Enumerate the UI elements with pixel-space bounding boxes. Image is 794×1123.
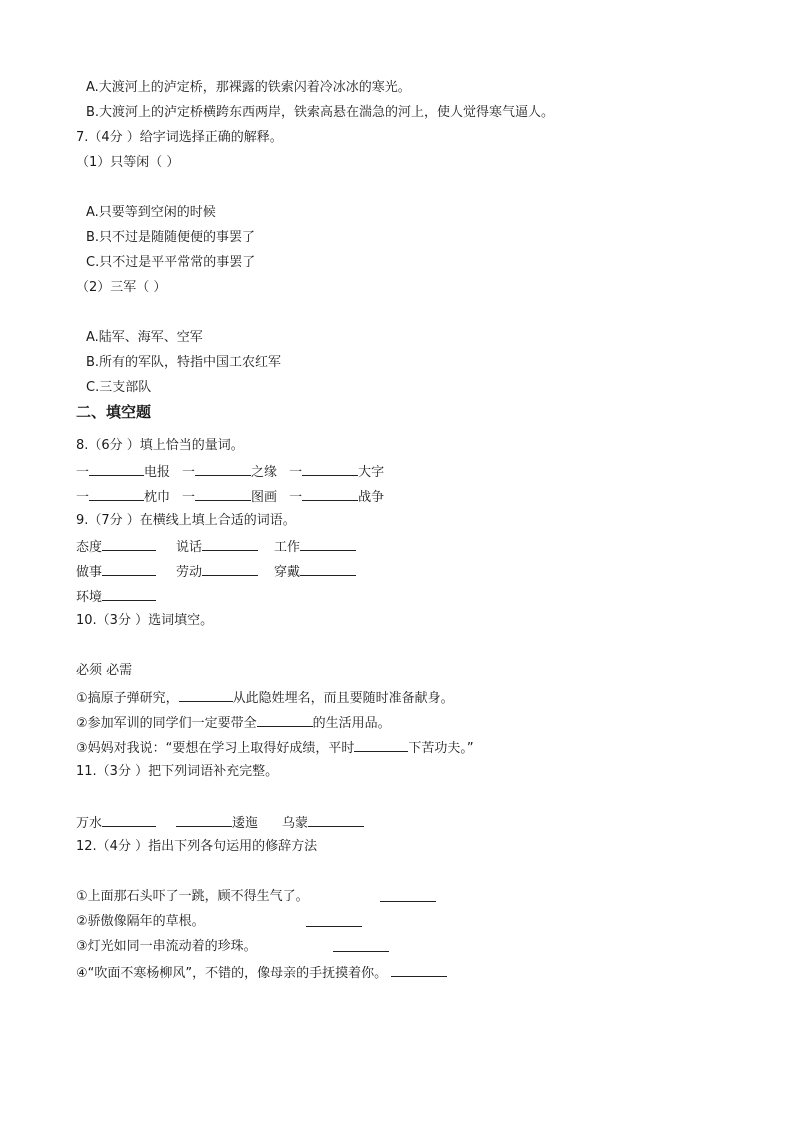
answer-blank[interactable] <box>89 487 144 501</box>
q12-item-1: ①上面那石头吓了一跳，顾不得生气了。 <box>76 889 309 904</box>
answer-blank[interactable] <box>102 537 156 551</box>
q9-word: 环境 <box>76 590 103 605</box>
answer-blank[interactable] <box>102 562 156 576</box>
answer-blank[interactable] <box>202 562 258 576</box>
q7-sub2-label: （2）三军（ ） <box>76 280 167 295</box>
q10-title: 10.（3分 ）选词填空。 <box>76 613 214 628</box>
q8-word: 图画 <box>251 490 278 505</box>
q6-option-a: A.大渡河上的泸定桥，那裸露的铁索闪着冷冰冰的寒光。 <box>86 80 411 95</box>
q8-prefix: 一 <box>289 490 303 505</box>
answer-blank[interactable] <box>333 938 389 952</box>
q8-prefix: 一 <box>182 490 196 505</box>
q9-word: 工作 <box>274 540 301 555</box>
q8-prefix: 一 <box>76 490 90 505</box>
q8-word: 战争 <box>358 490 385 505</box>
q11-row <box>76 813 364 831</box>
answer-blank[interactable] <box>89 462 144 476</box>
q8-title: 8.（6分 ）填上恰当的量词。 <box>76 438 244 453</box>
answer-blank[interactable] <box>300 537 356 551</box>
q10-choices: 必须 必需 <box>76 663 133 678</box>
answer-blank[interactable] <box>380 888 436 902</box>
answer-blank[interactable] <box>306 913 362 927</box>
answer-blank[interactable] <box>176 813 232 827</box>
q12-title: 12.（4分 ）指出下列各句运用的修辞方法 <box>76 839 318 854</box>
q12-item-3-blank[interactable] <box>333 938 389 956</box>
q8-word: 大字 <box>358 465 385 480</box>
q11-word: 乌蒙 <box>282 816 309 831</box>
q12-item-1-blank[interactable] <box>380 888 436 906</box>
q8-row-1 <box>76 462 384 480</box>
answer-blank[interactable] <box>302 487 358 501</box>
q8-prefix: 一 <box>182 465 196 480</box>
q8-row-2 <box>76 487 384 505</box>
answer-blank[interactable] <box>102 813 156 827</box>
q9-row-3 <box>76 587 156 605</box>
q10-item-text: 从此隐姓埋名，而且要随时准备献身。 <box>232 691 454 706</box>
q12-item-2-blank[interactable] <box>306 913 362 931</box>
q8-prefix: 一 <box>289 465 303 480</box>
q11-title: 11.（3分 ）把下列词语补充完整。 <box>76 764 279 779</box>
q12-item-text: ④“吹面不寒杨柳风”，不错的，像母亲的手抚摸着你。 <box>76 966 388 981</box>
q9-word: 劳动 <box>176 565 203 580</box>
q7-sub1-option-a: A.只要等到空闲的时候 <box>86 205 216 220</box>
q7-sub1-label: （1）只等闲（ ） <box>76 155 180 170</box>
answer-blank[interactable] <box>202 537 258 551</box>
q12-item-3: ③灯光如同一串流动着的珍珠。 <box>76 939 257 954</box>
q9-row-2 <box>76 562 356 580</box>
q8-word: 电报 <box>144 465 171 480</box>
q10-item-1 <box>76 688 454 706</box>
q7-title: 7.（4分 ）给字词选择正确的解释。 <box>76 130 283 145</box>
q9-word: 穿戴 <box>274 565 301 580</box>
q9-word: 说话 <box>176 540 203 555</box>
q7-sub2-option-a: A.陆军、海军、空军 <box>86 330 203 345</box>
q8-prefix: 一 <box>76 465 90 480</box>
q11-word: 逶迤 <box>232 816 259 831</box>
answer-blank[interactable] <box>302 462 358 476</box>
q6-option-b: B.大渡河上的泸定桥横跨东西两岸，铁索高悬在湍急的河上，使人觉得寒气逼人。 <box>86 105 555 120</box>
answer-blank[interactable] <box>300 562 356 576</box>
answer-blank[interactable] <box>179 688 233 702</box>
q10-item-2 <box>76 713 391 731</box>
q11-word: 万水 <box>76 816 103 831</box>
q10-item-text: ①搞原子弹研究， <box>76 691 179 706</box>
q10-item-text: ②参加军训的同学们一定要带全 <box>76 716 257 731</box>
q12-item-2: ②骄傲像隔年的草根。 <box>76 914 205 929</box>
q10-item-text: 下苦功夫。” <box>408 741 474 756</box>
q8-word: 枕巾 <box>144 490 171 505</box>
q7-sub1-option-b: B.只不过是随随便便的事罢了 <box>86 230 256 245</box>
q10-item-3 <box>76 738 474 756</box>
q7-sub2-option-c: C.三支部队 <box>86 380 152 395</box>
q10-item-text: 的生活用品。 <box>312 716 391 731</box>
answer-blank[interactable] <box>102 587 156 601</box>
q9-title: 9.（7分 ）在横线上填上合适的词语。 <box>76 513 296 528</box>
section-heading-fill-blank: 二、填空题 <box>76 403 152 421</box>
q7-sub2-option-b: B.所有的军队，特指中国工农红军 <box>86 355 282 370</box>
q9-row-1 <box>76 537 356 555</box>
answer-blank[interactable] <box>195 462 251 476</box>
answer-blank[interactable] <box>257 713 313 727</box>
answer-blank[interactable] <box>391 963 447 977</box>
answer-blank[interactable] <box>354 738 408 752</box>
q10-item-text: ③妈妈对我说：“要想在学习上取得好成绩，平时 <box>76 741 355 756</box>
answer-blank[interactable] <box>308 813 364 827</box>
answer-blank[interactable] <box>195 487 251 501</box>
q8-word: 之缘 <box>251 465 278 480</box>
q12-item-4 <box>76 963 447 981</box>
q9-word: 态度 <box>76 540 103 555</box>
q7-sub1-option-c: C.只不过是平平常常的事罢了 <box>86 255 256 270</box>
q9-word: 做事 <box>76 565 103 580</box>
